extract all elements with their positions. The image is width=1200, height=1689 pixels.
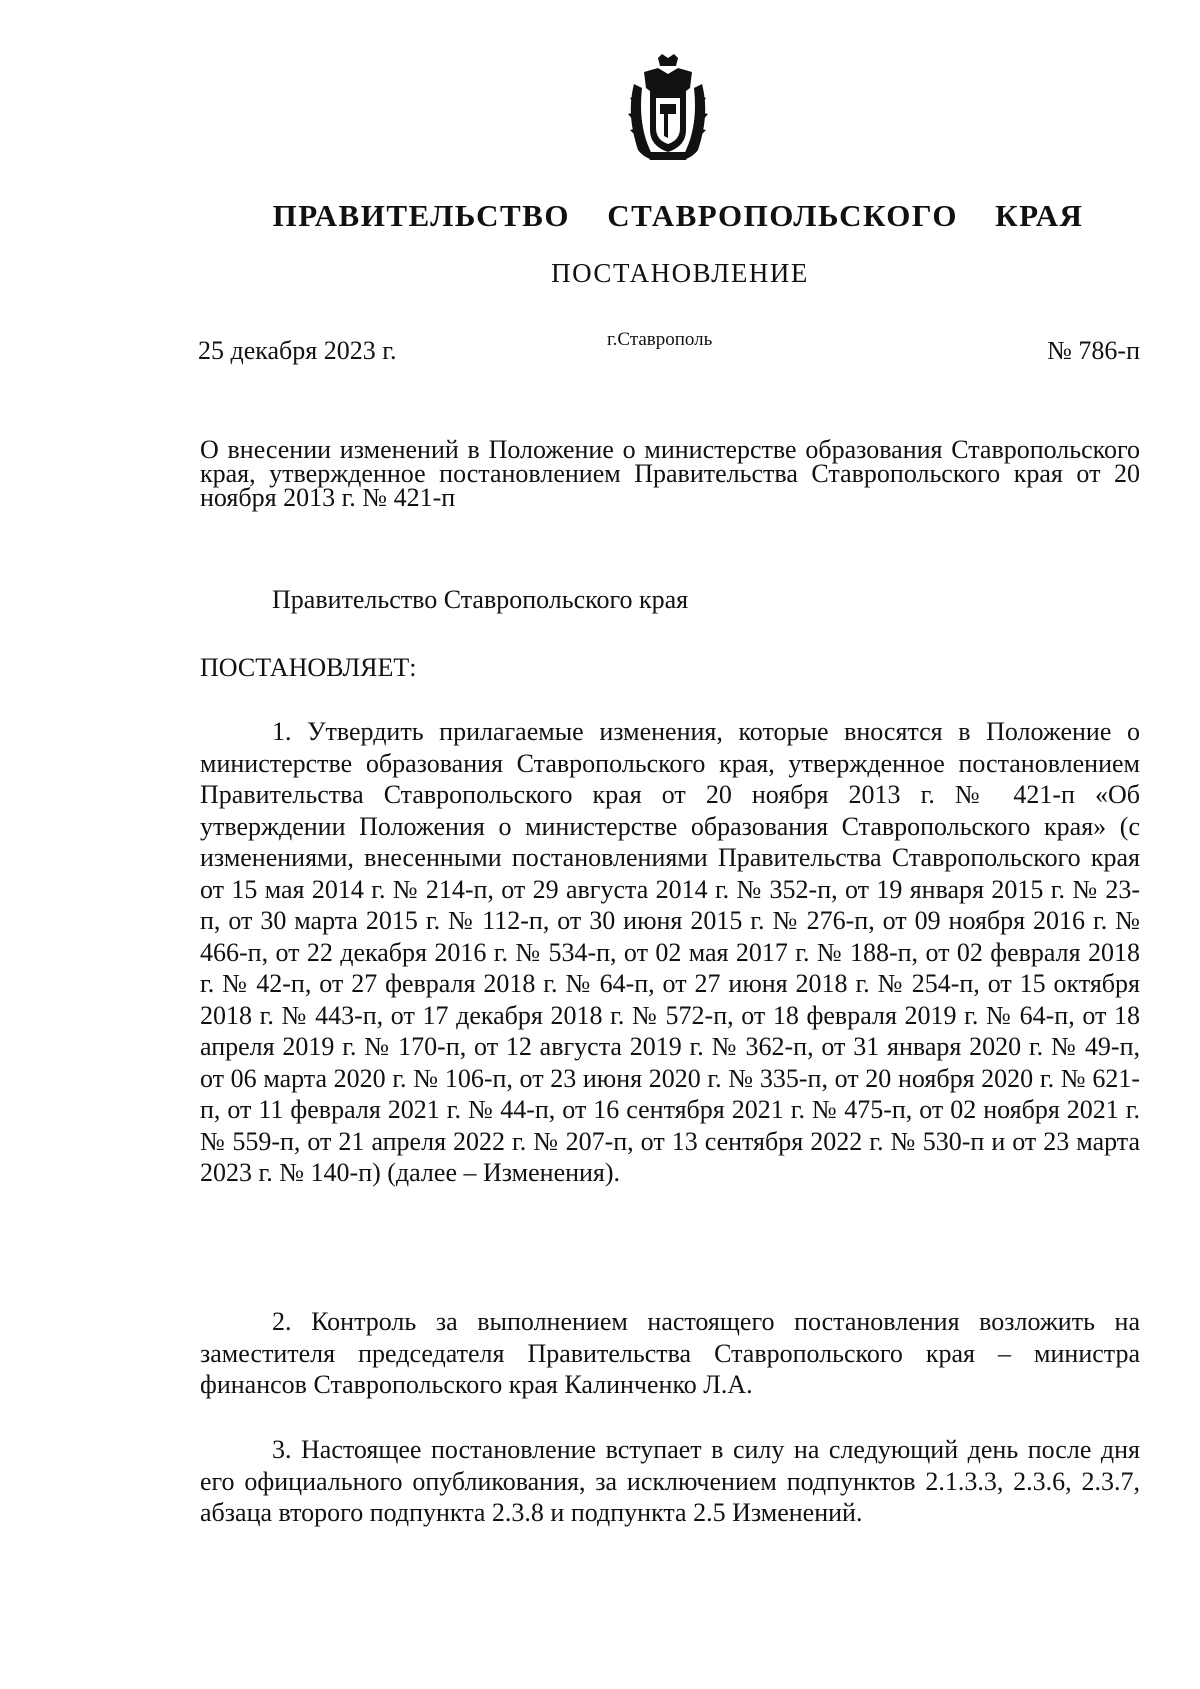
government-title: ПРАВИТЕЛЬСТВО СТАВРОПОЛЬСКОГО КРАЯ [272,198,1084,233]
paragraph-1: 1. Утвердить прилагаемые изменения, которые вносятся в Положение о министерстве образования Ставропольского края, утвержденное постановлением Правительства Ставропольского края от 20 ноября 2013 г. № 421-п «Об утверждении Положения о министерстве образования Ставропольского края» (с изменениями, внесенными постановлениями Правительства Ставропольского края от 15 мая 2014 г. № 214-п, от 29 августа 2014 г. № 352-п, от 19 января 2015 г. № 23-п, от 30 марта 2015 г. № 112-п, от 30 июня 2015 г. № 276-п, от 09 ноября 2016 г. № 466-п, от 22 декабря 2016 г. № 534-п, от 02 мая 2017 г. № 188-п, от 02 февраля 2018 г. № 42-п, от 27 февраля 2018 г. № 64-п, от 27 июня 2018 г. № 254-п, от 15 октября 2018 г. № 443-п, от 17 декабря 2018 г. № 572-п, от 18 февраля 2019 г. № 64-п, от 18 апреля 2019 г. № 170-п, от 12 августа 2019 г. № 362-п, от 31 января 2020 г. № 49-п, от 06 марта 2020 г. № 106-п, от 23 июня 2020 г. № 335-п, от 20 ноября 2020 г. № 621-п, от 11 февраля 2021 г. № 44-п, от 16 сентября 2021 г. № 475-п, от 02 ноября 2021 г. № 559-п, от 21 апреля 2022 г. № 207-п, от 13 сентября 2022 г. № 530-п и от 23 марта 2023 г. № 140-п) (далее – Изменения). [200,717,1140,1187]
paragraph-3: 3. Настоящее постановление вступает в силу на следующий день после дня его официального опубликования, за исключением подпунктов 2.1.3.3, 2.3.6, 2.3.7, абзаца второго подпункта 2.3.8 и подпункта 2.5 Изменений. [200,1435,1140,1527]
document-place: г.Ставрополь [607,329,713,350]
government-line: Правительство Ставропольского края [272,585,689,614]
document-number: № 786-п [1047,336,1140,365]
coat-of-arms-icon [624,54,712,164]
paragraph-2: 2. Контроль за выполнением настоящего постановления возложить на заместителя председателя Правительства Ставропольского края – министра финансов Ставропольского края Калинченко Л.А. [200,1307,1140,1399]
document-date: 25 декабря 2023 г. [198,336,397,365]
document-type: ПОСТАНОВЛЕНИЕ [551,258,809,288]
decree-word: ПОСТАНОВЛЯЕТ: [200,653,417,682]
document-subject: О внесении изменений в Положение о министерстве образования Ставропольского края, утвержденное постановлением Правительства Ставропольского края от 20 ноября 2013 г. № 421-п [200,435,1140,512]
